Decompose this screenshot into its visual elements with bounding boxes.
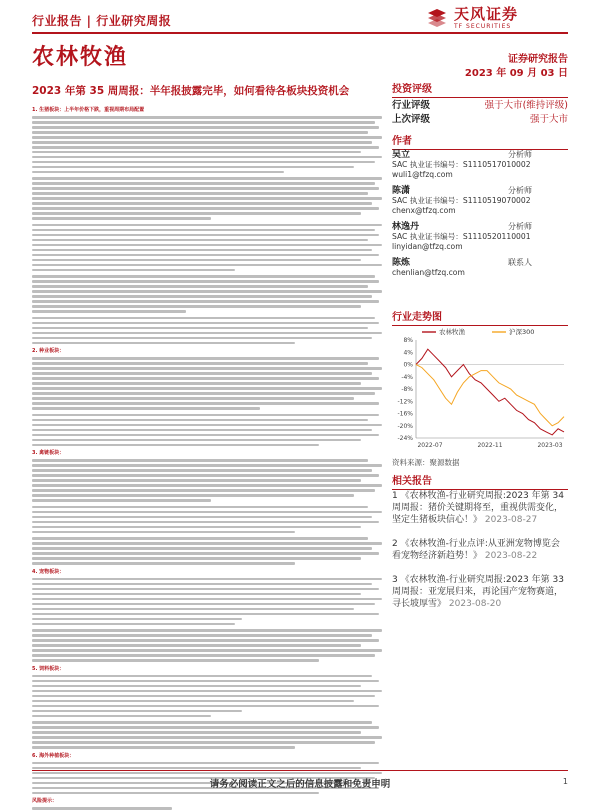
authors-heading: 作者 [392, 132, 568, 150]
text-line [32, 146, 379, 149]
author-role: 联系人 [508, 258, 532, 267]
text-line [32, 367, 382, 370]
related-report[interactable] [392, 538, 568, 562]
paragraph [32, 275, 382, 312]
author-name: 林逸丹 [392, 222, 420, 232]
text-line [32, 402, 379, 405]
text-line [32, 239, 368, 242]
page-number: 1 [562, 777, 568, 786]
paragraph [32, 414, 382, 447]
text-line [32, 332, 382, 335]
text-line [32, 327, 368, 330]
paragraph [32, 224, 382, 271]
author-cert: SAC 执业证书编号：S1110517010002 [392, 160, 531, 169]
text-line [32, 161, 375, 164]
paragraph [32, 317, 382, 345]
header-divider [32, 32, 568, 34]
text-line [32, 746, 295, 749]
text-line [32, 516, 372, 519]
text-line [32, 710, 242, 713]
text-line [32, 244, 382, 247]
text-line [32, 387, 382, 390]
paragraph [32, 459, 382, 501]
text-line [32, 280, 379, 283]
author-name: 陈潇 [392, 186, 411, 196]
text-line [32, 654, 375, 657]
related-report-title[interactable]: 1 《农林牧渔-行业研究周报:2023 年第 34 周周报：猪价关键期将至，重视供需变化，坚定生猪板块信心！》 [392, 491, 564, 525]
y-tick-label: 4% [403, 349, 413, 357]
text-line [32, 557, 361, 560]
text-line [32, 372, 372, 375]
text-line [32, 177, 382, 180]
text-line [32, 419, 368, 422]
section-heading: 3. 禽链板块： [32, 450, 65, 457]
related-report-date: 2023-08-20 [448, 599, 502, 609]
text-line [32, 578, 382, 581]
text-line [32, 429, 372, 432]
text-line [32, 171, 284, 174]
text-line [32, 649, 382, 652]
text-line [32, 618, 242, 621]
text-line [32, 434, 379, 437]
rating-value: 强于大市 [529, 114, 568, 125]
text-line [32, 644, 361, 647]
series-line-csi300 [416, 365, 564, 426]
text-line [32, 613, 379, 616]
footer-divider [32, 770, 568, 771]
text-line [32, 659, 319, 662]
section-heading: 1. 生猪板块：上半年价格下跌，重视周期布局配置 [32, 107, 145, 113]
text-line [32, 521, 379, 524]
text-line [32, 121, 375, 124]
y-tick-label: -8% [401, 386, 413, 393]
text-line [32, 484, 382, 487]
rating-heading: 投资评级 [392, 80, 568, 98]
text-line [32, 131, 368, 134]
text-line [32, 224, 382, 227]
logo-name-en: TF SECURITIES [454, 22, 512, 30]
chart-source: 资料来源：聚源数据 [392, 458, 460, 467]
text-line [32, 217, 211, 220]
trend-heading: 行业走势图 [392, 308, 568, 326]
text-line [32, 322, 379, 325]
text-line [32, 526, 361, 529]
text-line [32, 166, 354, 169]
related-report-title[interactable]: 3 《农林牧渔-行业研究周报:2023 年第 33 周周报：亚宠展归来，再论国产宠物赛道，寻长坡厚雪》 [392, 575, 564, 609]
rating-row-industry [392, 97, 568, 111]
text-line [32, 499, 211, 502]
text-line [32, 639, 379, 642]
author-name: 陈炼 [392, 258, 411, 268]
text-line [32, 212, 361, 215]
text-line [32, 731, 361, 734]
text-line [32, 675, 372, 678]
text-line [32, 300, 379, 303]
rating-row-previous [392, 111, 568, 125]
author-cert: SAC 执业证书编号：S1110520110001 [392, 232, 531, 241]
text-line [32, 192, 368, 195]
related-report-date: 2023-08-27 [484, 515, 538, 525]
disclaimer-note: 请务必阅读正文之后的信息披露和免责申明 [209, 779, 391, 790]
text-line [32, 562, 295, 565]
text-line [32, 392, 375, 395]
author-card [392, 186, 568, 216]
author-card [392, 150, 568, 180]
text-line [32, 377, 379, 380]
text-line [32, 469, 372, 472]
text-line [32, 623, 235, 626]
text-line [32, 489, 375, 492]
paragraph [32, 807, 382, 810]
y-tick-label: 0% [403, 361, 413, 369]
related-report[interactable] [392, 574, 568, 610]
paragraph [32, 675, 382, 717]
text-line [32, 136, 382, 139]
section-heading: 6. 海外种植板块： [32, 752, 75, 759]
legend-label: 农林牧渔 [439, 328, 465, 336]
text-line [32, 459, 368, 462]
text-line [32, 254, 379, 257]
text-line [32, 506, 368, 509]
text-line [32, 269, 235, 272]
text-line [32, 382, 361, 385]
text-line [32, 721, 372, 724]
text-line [32, 285, 368, 288]
paragraph [32, 721, 382, 749]
rating-key: 行业评级 [392, 100, 431, 111]
text-line [32, 187, 379, 190]
text-line [32, 700, 354, 703]
text-line [32, 357, 379, 360]
logo-mark-icon [426, 7, 448, 29]
text-line [32, 608, 354, 611]
author-card [392, 222, 568, 252]
text-line [32, 690, 382, 693]
y-tick-label: -12% [397, 398, 413, 406]
y-tick-label: -24% [397, 435, 413, 442]
text-line [32, 342, 295, 345]
section-heading: 风险提示： [32, 798, 58, 805]
trend-chart-svg [392, 326, 568, 456]
x-tick-label: 2022-11 [477, 442, 503, 449]
text-line [32, 337, 372, 340]
text-line [32, 494, 354, 497]
text-line [32, 397, 354, 400]
author-name: 吴立 [392, 150, 411, 160]
author-email[interactable]: chenx@tfzq.com [392, 206, 456, 215]
text-line [32, 634, 372, 637]
text-line [32, 156, 382, 159]
text-line [32, 310, 186, 313]
text-line [32, 290, 382, 293]
author-cert: SAC 执业证书编号：S1110519070002 [392, 196, 531, 205]
author-role: 分析师 [508, 222, 532, 231]
paragraph [32, 116, 382, 173]
text-line [32, 197, 382, 200]
text-line [32, 685, 361, 688]
text-line [32, 424, 382, 427]
text-line [32, 141, 372, 144]
section-heading: 5. 饲料板块： [32, 665, 65, 672]
paragraph [32, 578, 382, 625]
text-line [32, 126, 379, 129]
text-line [32, 705, 379, 708]
y-tick-label: -16% [397, 410, 413, 418]
text-line [32, 531, 295, 534]
text-line [32, 695, 375, 698]
industry-trend-chart [392, 326, 568, 456]
text-line [32, 182, 375, 185]
text-line [32, 772, 382, 775]
author-email[interactable]: wuli1@tfzq.com [392, 170, 453, 179]
text-line [32, 317, 375, 320]
text-line [32, 464, 382, 467]
text-line [32, 807, 172, 810]
report-date: 2023 年 09 月 03 日 [464, 68, 568, 79]
text-line [32, 275, 375, 278]
text-line [32, 542, 382, 545]
legend-label: 沪深300 [509, 328, 535, 336]
text-line [32, 715, 211, 718]
text-line [32, 249, 372, 252]
text-line [32, 259, 361, 262]
author-card [392, 258, 568, 278]
related-report[interactable] [392, 490, 568, 526]
breadcrumb: 行业报告 | 行业研究周报 [32, 14, 172, 28]
text-line [32, 680, 379, 683]
author-role: 分析师 [508, 186, 532, 195]
text-line [32, 444, 319, 447]
text-line [32, 762, 379, 765]
industry-title: 农林牧渔 [32, 45, 129, 70]
text-line [32, 439, 361, 442]
paragraph [32, 177, 382, 219]
text-line [32, 362, 368, 365]
text-line [32, 511, 382, 514]
related-report-date: 2023-08-22 [484, 551, 538, 561]
text-line [32, 479, 361, 482]
brand-logo [426, 6, 568, 30]
report-type: 证券研究报告 [508, 54, 568, 65]
related-report-title[interactable]: 2 《农林牧渔-行业点评:从亚洲宠物博览会看宠物经济新趋势！》 [392, 539, 560, 561]
text-line [32, 414, 379, 417]
x-tick-label: 2022-07 [417, 442, 443, 449]
text-line [32, 588, 379, 591]
text-line [32, 234, 379, 237]
text-line [32, 741, 375, 744]
text-line [32, 407, 260, 410]
text-line [32, 593, 361, 596]
text-line [32, 151, 361, 154]
section-heading: 4. 宠物板块： [32, 568, 65, 575]
text-line [32, 736, 382, 739]
related-heading: 相关报告 [392, 472, 568, 490]
author-role: 分析师 [508, 150, 532, 159]
rating-key: 上次评级 [392, 114, 431, 125]
y-tick-label: -20% [397, 422, 413, 430]
author-email[interactable]: linyidan@tfzq.com [392, 242, 463, 251]
text-line [32, 629, 382, 632]
text-line [32, 229, 375, 232]
text-line [32, 726, 379, 729]
text-line [32, 598, 382, 601]
text-line [32, 583, 372, 586]
y-tick-label: 8% [403, 337, 413, 344]
text-line [32, 547, 372, 550]
text-line [32, 207, 379, 210]
text-line [32, 202, 372, 205]
paragraph [32, 506, 382, 534]
text-line [32, 305, 361, 308]
section-heading: 2. 种业板块： [32, 348, 65, 355]
text-line [32, 295, 372, 298]
text-line [32, 792, 319, 795]
rating-value: 强于大市(维持评级) [484, 100, 568, 111]
paragraph [32, 629, 382, 662]
text-line [32, 603, 375, 606]
x-tick-label: 2023-03 [537, 442, 563, 449]
series-line-industry [416, 349, 564, 435]
author-email[interactable]: chenlian@tfzq.com [392, 268, 465, 277]
text-line [32, 537, 368, 540]
text-line [32, 552, 379, 555]
paragraph [32, 537, 382, 565]
text-line [32, 474, 379, 477]
text-line [32, 767, 361, 770]
y-tick-label: -4% [401, 373, 413, 381]
text-line [32, 116, 382, 119]
report-title: 2023 年第 35 周周报：半年报披露完毕，如何看待各板块投资机会 [32, 85, 350, 97]
logo-name-cn: 天风证券 [454, 4, 519, 23]
text-line [32, 264, 382, 267]
paragraph [32, 357, 382, 409]
